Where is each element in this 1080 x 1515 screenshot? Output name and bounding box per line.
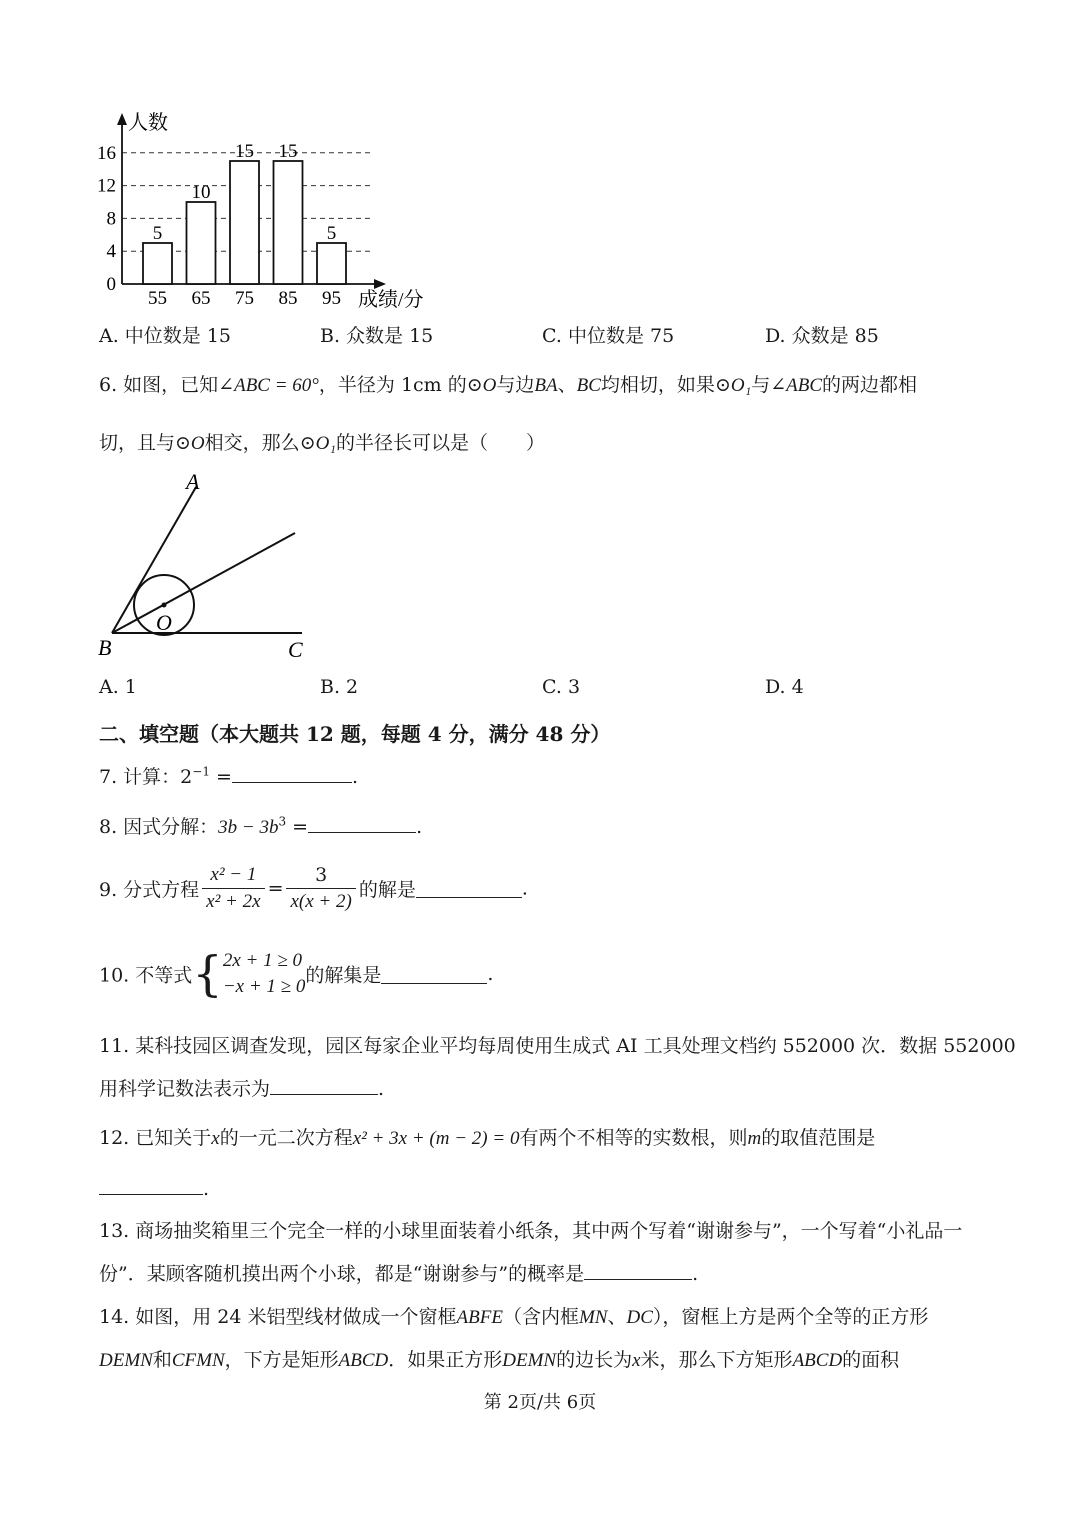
q12-line1: 12. 已知关于x的一元二次方程x² + 3x + (m − 2) = 0有两个不相等的实数根，则m的取值范围是 bbox=[99, 1127, 876, 1149]
label-o: O bbox=[156, 610, 172, 635]
ray-bisector bbox=[112, 533, 295, 633]
bar-value-label: 5 bbox=[326, 223, 337, 244]
label-c: C bbox=[288, 637, 303, 662]
y-axis-label: 人数 bbox=[128, 112, 168, 134]
bar bbox=[317, 243, 346, 284]
bar bbox=[187, 202, 216, 284]
angle-circle-figure bbox=[90, 465, 320, 665]
y-tick-label: 16 bbox=[97, 142, 116, 164]
q7-answer-blank[interactable] bbox=[232, 764, 352, 783]
y-axis-arrow-icon bbox=[117, 113, 127, 125]
q11-line1: 11. 某科技园区调查发现，园区每家企业平均每周使用生成式 AI 工具处理文档约 552000 次．数据 552000 bbox=[99, 1035, 1016, 1057]
y-tick-label: 12 bbox=[97, 175, 116, 197]
q7: 7. 计算：$2^{-1}$ = . bbox=[99, 764, 358, 788]
y-tick-label: 4 bbox=[106, 241, 116, 263]
q9-answer-blank[interactable] bbox=[416, 879, 522, 898]
q6-option-d: D. 4 bbox=[765, 676, 804, 698]
x-tick-label: 65 bbox=[191, 288, 211, 309]
x-tick-label: 55 bbox=[148, 288, 167, 309]
score-bar-chart bbox=[90, 105, 450, 320]
q9: 9. 分式方程 $\frac{\text{x² − 1}}{\text{x² + 2x}}$ = $\frac{3}{x(x + 2)}$ 的解是 . bbox=[99, 864, 528, 912]
x-tick-label: 85 bbox=[278, 288, 298, 309]
q14-line1: 14. 如图，用 24 米铝型线材做成一个窗框ABFE（含内框MN、DC），窗框上方是两个全等的正方形 bbox=[99, 1306, 929, 1328]
q12-line2: . bbox=[99, 1176, 209, 1200]
bar bbox=[274, 161, 303, 284]
center-point-o bbox=[162, 603, 167, 608]
section-title: 二、填空题（本大题共 12 题，每题 4 分，满分 48 分） bbox=[99, 722, 611, 746]
q6-line2: 切，且与⊙O相交，那么⊙O₁的半径长可以是（ ） bbox=[99, 432, 545, 454]
y-tick-label: 0 bbox=[106, 274, 116, 295]
y-tick-label: 8 bbox=[106, 208, 116, 230]
label-a: A bbox=[186, 469, 200, 494]
q6-option-c: C. 3 bbox=[542, 676, 581, 698]
q6-option-b: B. 2 bbox=[320, 676, 359, 698]
bar bbox=[230, 161, 259, 284]
q6-line1: 6. 如图，已知∠ABC = 60°，半径为 1cm 的⊙O与边BA、BC均相切，如果⊙O₁与∠ABC的两边都相 bbox=[99, 374, 918, 396]
left-brace-icon: { bbox=[192, 946, 223, 1002]
q11-answer-blank[interactable] bbox=[270, 1076, 378, 1095]
q5-option-b: B. 众数是 15 bbox=[320, 325, 434, 347]
q13-line2: 份”．某顾客随机摸出两个小球，都是“谢谢参与”的概率是 . bbox=[99, 1263, 699, 1285]
bar-value-label: 10 bbox=[191, 182, 211, 203]
x-tick-label: 95 bbox=[322, 288, 341, 309]
q8-answer-blank[interactable] bbox=[308, 814, 416, 833]
q6-option-a: A. 1 bbox=[99, 676, 137, 698]
x-tick-label: 75 bbox=[235, 288, 254, 309]
q5-option-c: C. 中位数是 75 bbox=[542, 325, 675, 347]
bar-value-label: 15 bbox=[278, 141, 298, 162]
q13-answer-blank[interactable] bbox=[584, 1261, 692, 1280]
q8: 8. 因式分解：$3b - 3b^3$ = . bbox=[99, 814, 423, 838]
q12-answer-blank[interactable] bbox=[99, 1176, 203, 1195]
x-axis-arrow-icon bbox=[374, 279, 386, 289]
x-axis-label: 成绩/分 bbox=[358, 289, 424, 311]
bar-value-label: 5 bbox=[152, 223, 163, 244]
q14-line2: DEMN和CFMN，下方是矩形ABCD．如果正方形DEMN的边长为x米，那么下方矩形ABCD的面积 bbox=[99, 1349, 900, 1371]
bar bbox=[143, 243, 172, 284]
label-b: B bbox=[98, 635, 112, 660]
q11-line2: 用科学记数法表示为 . bbox=[99, 1078, 385, 1100]
bar-value-label: 15 bbox=[235, 141, 254, 162]
q10-answer-blank[interactable] bbox=[381, 965, 487, 984]
q13-line1: 13. 商场抽奖箱里三个完全一样的小球里面装着小纸条，其中两个写着“谢谢参与”，一个写着“小礼品一 bbox=[99, 1220, 963, 1242]
page-footer: 第 2页/共 6页 bbox=[483, 1392, 597, 1413]
q10: 10. 不等式{ 2x + 1 ≥ 0 −x + 1 ≥ 0 的解集是 . bbox=[99, 946, 494, 1002]
q5-option-a: A. 中位数是 15 bbox=[99, 325, 232, 347]
q5-option-d: D. 众数是 85 bbox=[765, 325, 879, 347]
